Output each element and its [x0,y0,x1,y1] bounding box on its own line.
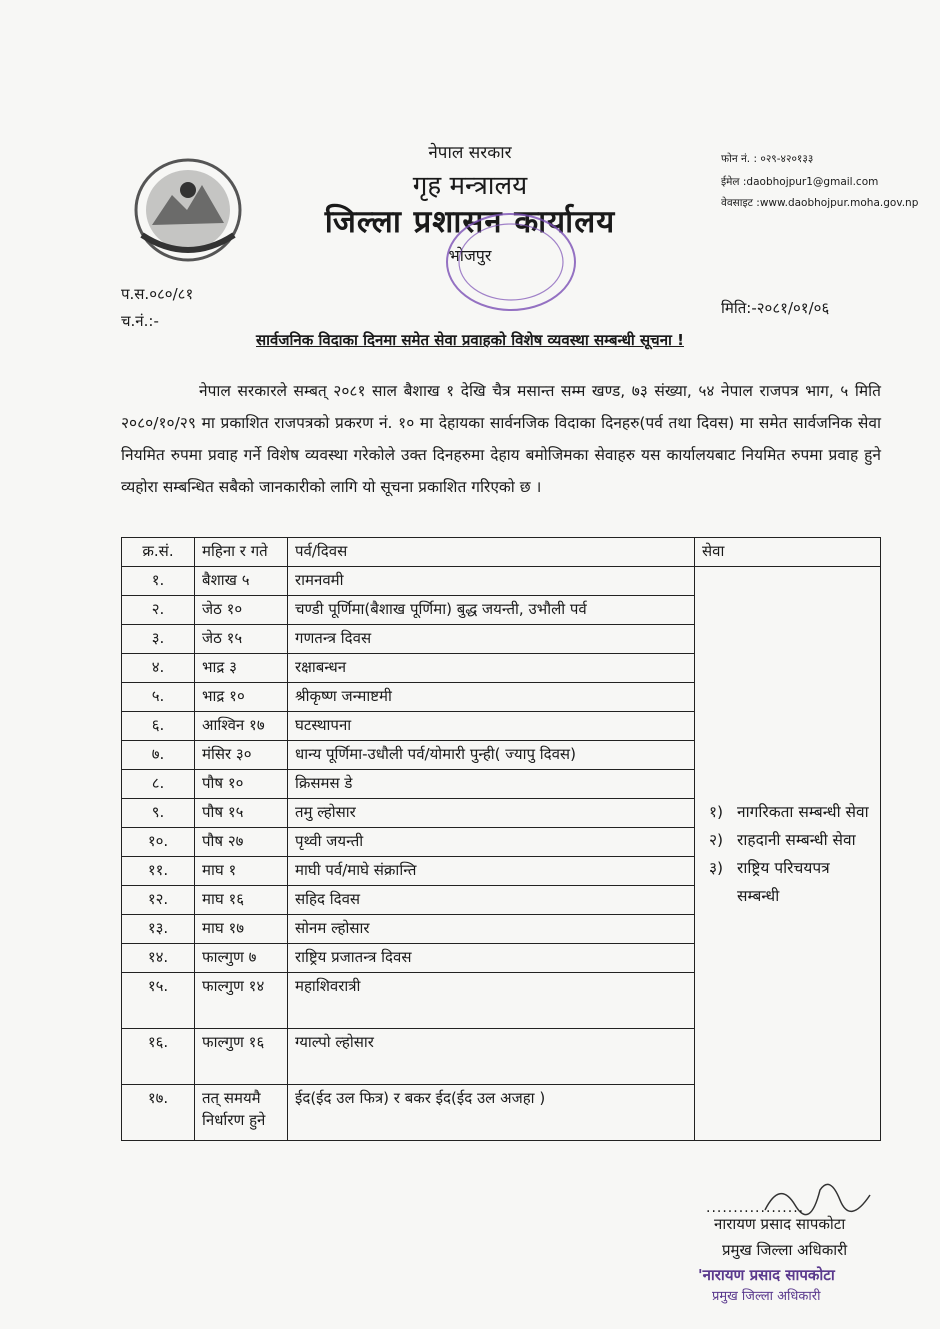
row-festival: श्रीकृष्ण जन्माष्टमी [288,683,695,712]
row-festival: धान्य पूर्णिमा-उधौली पर्व/योमारी पुन्ही( ज्यापु दिवस) [288,741,695,770]
signatory-title: प्रमुख जिल्ला अधिकारी [722,1241,848,1259]
ministry-name: गृह मन्त्रालय [412,171,528,201]
service-text: नागरिकता सम्बन्धी सेवा [737,802,869,821]
name-stamp: 'नारायण प्रसाद सापकोटा [698,1266,835,1284]
row-festival: राष्ट्रिय प्रजातन्त्र दिवस [288,944,695,973]
row-festival: घटस्थापना [288,712,695,741]
signatory-name: नारायण प्रसाद सापकोटा [714,1215,846,1233]
title-stamp: प्रमुख जिल्ला अधिकारी [712,1289,821,1304]
holiday-service-table [121,537,881,1141]
subject-text: सार्वजनिक विदाका दिनमा समेत सेवा प्रवाहको विशेष व्यवस्था सम्बन्धी सूचना ! [256,331,684,349]
row-month-day: मंसिर ३० [195,741,288,770]
service-num: १) [709,802,724,821]
row-month-day: पौष २७ [195,828,288,857]
row-month-day: जेठ १० [195,596,288,625]
row-sn: १३. [122,915,195,944]
row-sn: १०. [122,828,195,857]
service-item [709,826,873,854]
table-header-row [122,538,881,567]
row-month-day: माघ १६ [195,886,288,915]
row-month-day: पौष १० [195,770,288,799]
government-name: नेपाल सरकार [428,143,512,163]
service-text: राहदानी सम्बन्धी सेवा [737,830,856,849]
row-sn: ८. [122,770,195,799]
service-item [709,798,873,826]
fiscal-year-ref: प.स.०८०/८१ [121,285,194,303]
row-month-day: फाल्गुण १६ [195,1029,288,1085]
row-month-day: बैशाख ५ [195,567,288,596]
row-sn: १२. [122,886,195,915]
header-sn: क्र.सं. [122,538,195,567]
contact-website: वेवसाइट :www.daobhojpur.moha.gov.np [721,197,919,209]
service-text: राष्ट्रिय परिचयपत्र सम्बन्धी [737,858,830,905]
row-sn: १५. [122,973,195,1029]
row-month-day: तत् समयमै निर्धारण हुने [195,1085,288,1141]
row-month-day: भाद्र १० [195,683,288,712]
row-month-day: माघ १ [195,857,288,886]
row-sn: ३. [122,625,195,654]
row-month-day: भाद्र ३ [195,654,288,683]
row-sn: १७. [122,1085,195,1141]
header-month-day: महिना र गते [195,538,288,567]
row-festival: चण्डी पूर्णिमा(बैशाख पूर्णिमा) बुद्ध जयन्ती, उभौली पर्व [288,596,695,625]
row-month-day: फाल्गुण ७ [195,944,288,973]
notice-body: नेपाल सरकारले सम्बत् २०८१ साल बैशाख १ देखि चैत्र मसान्त सम्म खण्ड, ७३ संख्या, ५४ नेपाल राजपत्र भाग, ५ मिति २०८०/१०/२९ मा प्रकाशित राजपत्रको प्रकरण नं. १० मा देहायका सार्वनजिक विदाका दिनहरु(पर्व तथा दिवस) मा समेत सार्वजनिक सेवा नियमित रुपमा प्रवाह गर्ने विशेष व्यवस्था गरेकोले उक्त दिनहरुमा देहाय बमोजिमका सेवाहरु यस कार्यालयबाट नियमित रुपमा प्रवाह हुने व्यहोरा सम्बन्धित सबैको जानकारीको लागि यो सूचना प्रकाशित गरिएको छ । [121,382,882,496]
row-sn: ५. [122,683,195,712]
row-festival: सोनम ल्होसार [288,915,695,944]
row-festival: ग्याल्पो ल्होसार [288,1029,695,1085]
row-sn: ६. [122,712,195,741]
notice-subject [0,330,940,350]
row-festival: माघी पर्व/माघे संक्रान्ति [288,857,695,886]
row-sn: २. [122,596,195,625]
contact-email: ईमेल :daobhojpur1@gmail.com [721,176,879,188]
services-cell [695,567,881,1141]
service-num: ३) [709,858,724,877]
service-num: २) [709,830,724,849]
row-sn: १४. [122,944,195,973]
row-sn: १६. [122,1029,195,1085]
row-sn: ७. [122,741,195,770]
office-location: भोजपुर [448,246,492,265]
row-festival: क्रिसमस डे [288,770,695,799]
header-festival: पर्व/दिवस [288,538,695,567]
row-festival: महाशिवरात्री [288,973,695,1029]
row-festival: रामनवमी [288,567,695,596]
notice-date: मिति:-२०८१/०१/०६ [721,299,830,317]
row-festival: पृथ्वी जयन्ती [288,828,695,857]
row-sn: ९. [122,799,195,828]
row-sn: १. [122,567,195,596]
signature-line: .................. [706,1200,805,1216]
row-month-day: जेठ १५ [195,625,288,654]
row-festival: ईद(ईद उल फित्र) र बकर ईद(ईद उल अजहा ) [288,1085,695,1141]
service-item [709,854,873,910]
row-festival: गणतन्त्र दिवस [288,625,695,654]
dispatch-number: च.नं.:- [121,312,159,330]
row-festival: सहिद दिवस [288,886,695,915]
office-seal-stamp [437,206,585,318]
row-festival: तमु ल्होसार [288,799,695,828]
table-row [122,567,881,596]
row-month-day: आश्विन १७ [195,712,288,741]
row-month-day: फाल्गुण १४ [195,973,288,1029]
row-sn: ११. [122,857,195,886]
office-name: जिल्ला प्रशासन कार्यालय [324,204,616,240]
header-service: सेवा [695,538,881,567]
row-month-day: माघ १७ [195,915,288,944]
row-month-day: पौष १५ [195,799,288,828]
contact-phone: फोन नं. : ०२९-४२०१३३ [721,153,814,165]
row-sn: ४. [122,654,195,683]
row-festival: रक्षाबन्धन [288,654,695,683]
